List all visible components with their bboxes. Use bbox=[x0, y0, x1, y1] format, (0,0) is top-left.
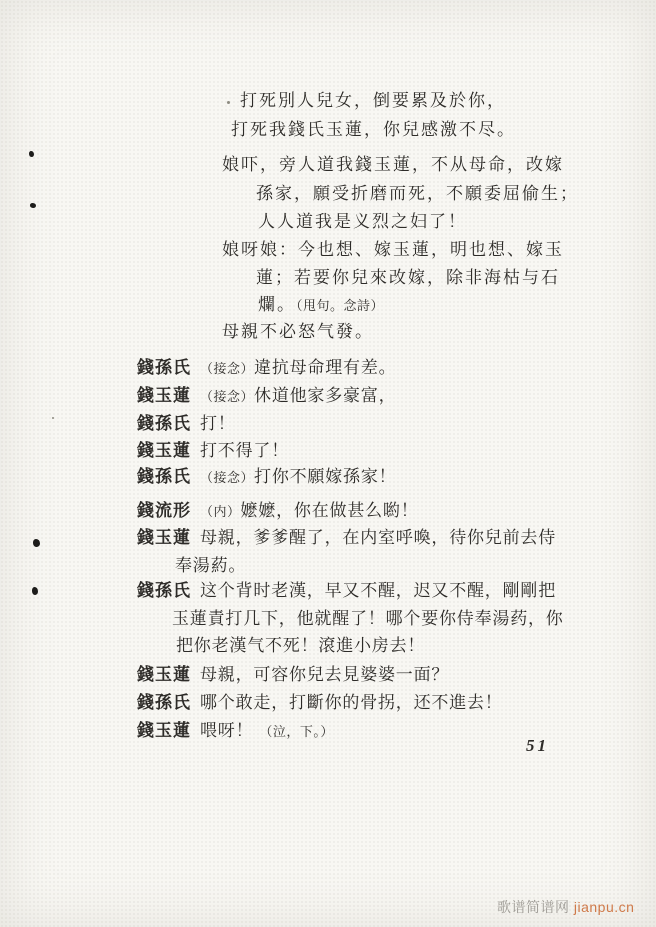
verse-text: 打死我錢氏玉蓮，你兒感激不尽。 bbox=[231, 120, 516, 139]
stage-direction: （甩句。念詩） bbox=[296, 298, 385, 313]
verse-text: 爛。 bbox=[258, 295, 296, 314]
verse-text: 孫家，願受折磨而死，不願委屈偷生； bbox=[256, 184, 579, 203]
speaker-name: 錢玉蓮 bbox=[137, 528, 191, 547]
dialogue-text: 嬷嬷，你在做甚么喲！ bbox=[240, 501, 419, 520]
dialogue-line bbox=[0, 660, 656, 684]
stage-direction: （接念） bbox=[200, 470, 255, 485]
dialogue-text: 打！ bbox=[200, 414, 236, 433]
dialogue-text: 哪个敢走，打斷你的骨拐，还不進去！ bbox=[200, 693, 503, 712]
scan-speck bbox=[30, 203, 36, 208]
verse-line bbox=[258, 294, 384, 317]
speaker-name: 錢孫氏 bbox=[137, 693, 191, 712]
dialogue-text: 把你老漢气不死！滾進小房去！ bbox=[176, 636, 426, 655]
dialogue-text: 違抗母命理有差。 bbox=[254, 358, 397, 377]
dialogue-line bbox=[0, 688, 656, 712]
verse-line bbox=[231, 119, 516, 141]
verse-line bbox=[240, 90, 506, 112]
dialogue-text: 喂呀！ bbox=[200, 721, 254, 740]
scan-speck bbox=[227, 101, 230, 104]
dialogue-text: 打你不願嫁孫家！ bbox=[254, 467, 397, 486]
speaker-name: 錢玉蓮 bbox=[137, 665, 191, 684]
verse-text: 娘呀娘：今也想、嫁玉蓮，明也想、嫁玉 bbox=[222, 240, 564, 259]
dialogue-line bbox=[0, 381, 656, 405]
watermark bbox=[497, 897, 634, 917]
verse-text: 母親不必怒气發。 bbox=[222, 322, 374, 341]
verse-line bbox=[222, 321, 374, 343]
dialogue-line bbox=[0, 496, 656, 520]
dialogue-text: 休道他家多豪富， bbox=[254, 386, 397, 405]
speaker-name: 錢玉蓮 bbox=[137, 386, 191, 405]
verse-line bbox=[256, 267, 560, 289]
verse-line bbox=[258, 211, 467, 233]
stage-direction: （泣，下。） bbox=[259, 724, 334, 739]
dialogue-line bbox=[0, 436, 656, 460]
speaker-name: 錢孫氏 bbox=[137, 467, 191, 486]
scan-speck bbox=[29, 151, 34, 157]
dialogue-text: 打不得了！ bbox=[200, 441, 289, 460]
dialogue-continuation-line bbox=[0, 604, 656, 628]
verse-line bbox=[256, 183, 579, 205]
stage-direction: （内） bbox=[200, 504, 241, 519]
speaker-name: 錢玉蓮 bbox=[137, 721, 191, 740]
page-number: 51 bbox=[526, 736, 549, 755]
dialogue-continuation-line bbox=[0, 631, 656, 655]
stage-direction: （接念） bbox=[200, 389, 255, 404]
scan-speck bbox=[32, 587, 38, 595]
watermark-url: jianpu.cn bbox=[573, 899, 635, 915]
verse-text: 打死別人兒女，倒要累及於你， bbox=[240, 91, 506, 110]
verse-line bbox=[222, 154, 564, 176]
dialogue-text: 奉湯葯。 bbox=[175, 556, 247, 575]
verse-text: 人人道我是义烈之妇了！ bbox=[258, 212, 467, 231]
scan-speck bbox=[33, 539, 40, 547]
dialogue-continuation-line bbox=[0, 551, 656, 575]
speaker-name: 錢孫氏 bbox=[137, 414, 191, 433]
speaker-name: 錢玉蓮 bbox=[137, 441, 191, 460]
dialogue-text: 母親，爹爹醒了，在内室呼喚，待你兒前去侍 bbox=[200, 528, 556, 547]
verse-text: 娘吓，旁人道我錢玉蓮，不从母命，改嫁 bbox=[222, 155, 564, 174]
speaker-name: 錢孫氏 bbox=[137, 581, 191, 600]
dialogue-line bbox=[0, 716, 656, 740]
dialogue-line bbox=[0, 523, 656, 547]
dialogue-line bbox=[0, 462, 656, 486]
speaker-name: 錢流形 bbox=[137, 501, 191, 520]
watermark-site-name: 歌谱简谱网 bbox=[497, 899, 574, 915]
dialogue-line bbox=[0, 409, 656, 433]
speaker-name: 錢孫氏 bbox=[137, 358, 191, 377]
scan-speck bbox=[52, 417, 54, 419]
verse-text: 蓮；若要你兒來改嫁，除非海枯与石 bbox=[256, 268, 560, 287]
dialogue-line bbox=[0, 353, 656, 377]
verse-line bbox=[222, 239, 564, 261]
stage-direction: （接念） bbox=[200, 361, 255, 376]
dialogue-text: 母親，可容你兒去見婆婆一面？ bbox=[200, 665, 450, 684]
dialogue-line bbox=[0, 576, 656, 600]
dialogue-text: 这个背时老漢，早又不醒，迟又不醒，剛剛把 bbox=[200, 581, 556, 600]
dialogue-text: 玉蓮責打几下，他就醒了！哪个要你侍奉湯药，你 bbox=[172, 609, 564, 628]
